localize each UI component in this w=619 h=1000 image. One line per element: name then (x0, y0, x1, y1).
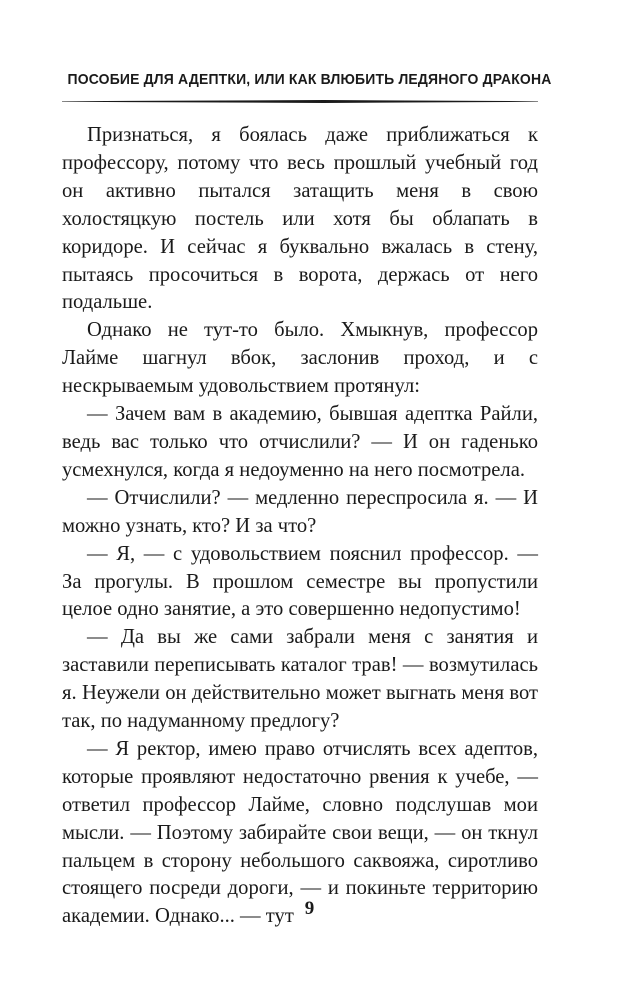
paragraph: — Отчислили? — медленно переспросила я. — И можно узнать, кто? И за что? (62, 486, 538, 537)
page-number: 9 (304, 898, 315, 919)
paragraph: Однако не тут-то было. Хмыкнув, профессор Лайме шагнул вбок, заслонив проход, и с нескрываемым удовольствием протянул: (62, 319, 538, 398)
paragraph: — Да вы же сами забрали меня с занятия и заставили переписывать каталог трав! — возмутилась я. Неужели он действительно может выгнать меня вот так, по надуманному предлогу? (62, 626, 538, 733)
paragraph: — Я ректор, имею право отчислять всех адептов, которые проявляют недостаточно рвения к учебе, — ответил профессор Лайме, словно подслушав мои мысли. — Поэтому забирайте свои вещи, — он ткнул пальцем в сторону небольшого саквояжа, сиротливо стоящего посреди дороги, — и покиньте территорию академии. Однако... — тут (62, 737, 538, 928)
header-rule (62, 100, 538, 103)
running-title: ПОСОБИЕ ДЛЯ АДЕПТКИ, ИЛИ КАК ВЛЮБИТЬ ЛЕДЯНОГО ДРАКОНА (67, 71, 552, 88)
paragraph: — Зачем вам в академию, бывшая адептка Райли, ведь вас только что отчислили? — И он гаденько усмехнулся, когда я недоуменно на него посмотрела. (62, 403, 538, 481)
body-text (62, 122, 538, 931)
paragraph: — Я, — с удовольствием пояснил профессор. — За прогулы. В прошлом семестре вы пропустили целое одно занятие, а это совершенно недопустимо! (62, 542, 538, 621)
paragraph: Признаться, я боялась даже приближаться к профессору, потому что весь прошлый учебный год он активно пытался затащить меня в свою холостяцкую постель или хотя бы облапать в коридоре. И сейчас я буквально вжалась в стену, пытаясь просочиться в ворота, держась от него подальше. (62, 124, 538, 314)
